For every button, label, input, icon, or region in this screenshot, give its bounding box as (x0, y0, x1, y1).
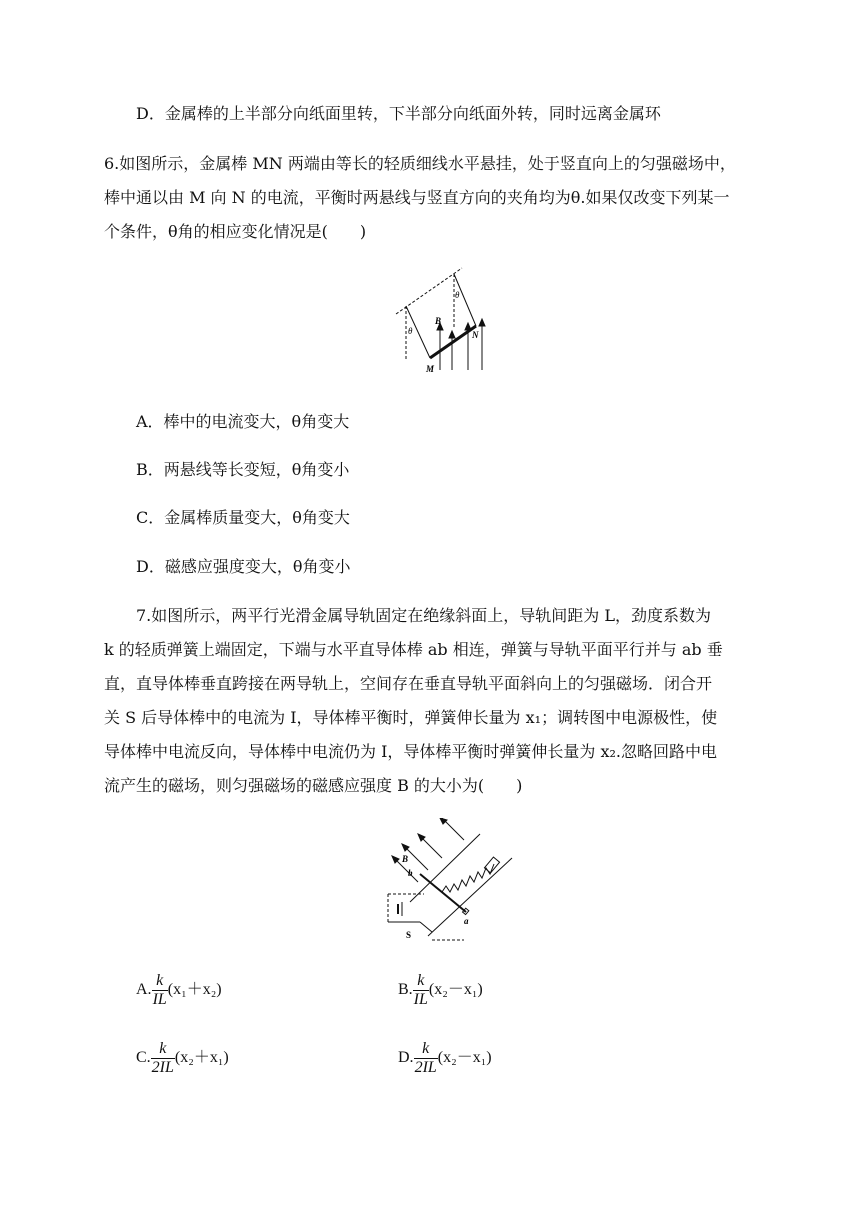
q7-option-b-numerator: k (413, 972, 429, 991)
q7-rail-lower (428, 858, 512, 936)
q7-option-a (136, 972, 222, 1009)
q6-metal-rod (430, 326, 476, 358)
q6-option-d: D．磁感应强度变大，θ角变小 (136, 557, 351, 576)
q7-option-d-numerator: k (414, 1040, 438, 1059)
q7-option-c-expression: (x₂＋x₁) (174, 1049, 229, 1067)
q7-stem-line-5: 导体棒中电流反向，导体棒中电流仍为 I，导体棒平衡时弹簧伸长量为 x₂.忽略回路中电 (104, 742, 718, 761)
q7-option-b-denominator: IL (413, 991, 428, 1008)
q7-option-a-expression: (x₁＋x₂) (167, 981, 222, 999)
q6-n-label: N (472, 330, 479, 340)
q7-option-d (398, 1040, 492, 1077)
q7-stem-line-1: 7.如图所示，两平行光滑金属导轨固定在绝缘斜面上，导轨间距为 L，劲度系数为 (136, 606, 711, 625)
q6-option-c: C．金属棒质量变大，θ角变大 (136, 508, 350, 527)
q7-spring (442, 864, 494, 892)
q6-b-label: B (435, 316, 442, 326)
q7-rail-upper (410, 834, 480, 902)
q7-option-d-expression: (x₂－x₁) (437, 1049, 492, 1067)
q7-figure (380, 818, 520, 946)
q7-option-b (398, 972, 483, 1009)
q7-switch-label: S (406, 930, 412, 940)
q7-option-b-expression: (x₂－x₁) (428, 981, 483, 999)
q7-stem-line-6: 流产生的磁场，则匀强磁场的磁感应强度 B 的大小为( ) (104, 776, 523, 795)
q7-option-a-numerator: k (152, 972, 168, 991)
q6-m-label: M (426, 364, 435, 374)
q7-option-a-letter: A. (136, 981, 152, 999)
q6-stem-line-2: 棒中通以由 M 向 N 的电流，平衡时两悬线与竖直方向的夹角均为θ.如果仅改变下列某一 (104, 188, 730, 207)
q7-option-d-denominator: 2IL (414, 1059, 437, 1076)
q6-theta-label-right: θ (455, 290, 460, 300)
q7-option-c-letter: C. (136, 1049, 151, 1067)
q7-option-d-letter: D. (398, 1049, 414, 1067)
q7-spring-mount (484, 857, 499, 873)
q7-option-a-denominator: IL (152, 991, 167, 1008)
q7-stem-line-4: 关 S 后导体棒中的电流为 I，导体棒平衡时，弹簧伸长量为 x₁；调转图中电源极性，使 (104, 708, 718, 727)
q7-option-b-letter: B. (398, 981, 413, 999)
q6-theta-label-left: θ (408, 326, 413, 336)
q7-a-rod-label: a (464, 916, 469, 926)
q7-b-rod-label: b (408, 868, 413, 878)
q7-b-label: B (402, 854, 409, 864)
q7-stem-line-3: 直，直导体棒垂直跨接在两导轨上，空间存在垂直导轨平面斜向上的匀强磁场．闭合开 (104, 674, 713, 693)
q6-option-b: B．两悬线等长变短，θ角变小 (136, 460, 350, 479)
q6-figure (390, 262, 500, 380)
q7-option-c-denominator: 2IL (151, 1059, 174, 1076)
q5-option-d: D．金属棒的上半部分向纸面里转，下半部分向纸面外转，同时远离金属环 (136, 104, 661, 123)
q6-option-a: A．棒中的电流变大，θ角变大 (136, 412, 350, 431)
q6-field-arrows (437, 319, 485, 370)
q7-field-arrows (392, 818, 464, 882)
q6-stem-line-1: 6.如图所示，金属棒 MN 两端由等长的轻质细线水平悬挂，处于竖直向上的匀强磁场中， (104, 154, 736, 173)
q7-option-c-numerator: k (151, 1040, 175, 1059)
q7-conductor-rod (420, 874, 466, 912)
q7-stem-line-2: k 的轻质弹簧上端固定，下端与水平直导体棒 ab 相连，弹簧与导轨平面平行并与 ab 垂 (104, 640, 723, 659)
q6-stem-line-3: 个条件，θ角的相应变化情况是( ) (104, 222, 367, 241)
q7-option-c (136, 1040, 229, 1077)
